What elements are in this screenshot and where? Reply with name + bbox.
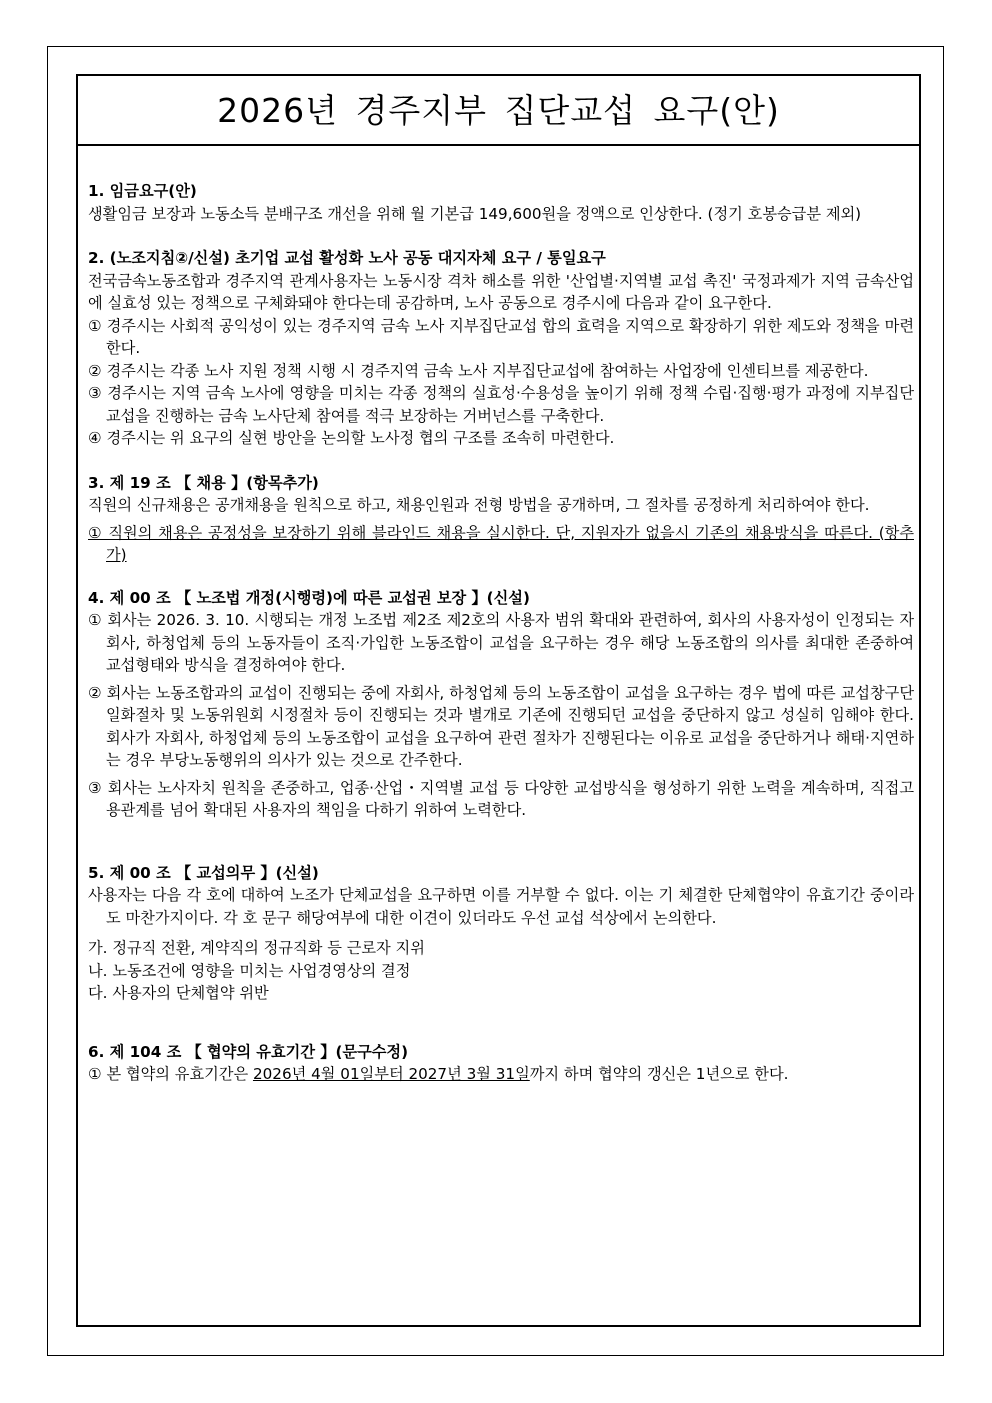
section-heading: 1. 임금요구(안) — [88, 182, 197, 200]
section-validity-period — [88, 1041, 914, 1086]
list-item: ② 경주시는 각종 노사 지원 정책 시행 시 경주지역 금속 노사 지부집단교섭에 참여하는 사업장에 인센티브를 제공한다. — [88, 361, 869, 380]
list-item: ① 직원의 채용은 공정성을 보장하기 위해 블라인드 채용을 실시한다. 단, 지원자가 없을시 기존의 채용방식을 따른다. (항추가) — [88, 523, 914, 564]
sub-list — [88, 937, 914, 1005]
list-item: ① 경주시는 사회적 공익성이 있는 경주지역 금속 노사 지부집단교섭 합의 효력을 지역으로 확장하기 위한 제도와 정책을 마련한다. — [88, 316, 914, 357]
validity-dates: 2026년 4월 01일부터 2027년 3월 31일 — [252, 1065, 530, 1083]
section-heading: 3. 제 19 조 【 채용 】(항목추가) — [88, 473, 319, 492]
section-heading: 5. 제 00 조 【 교섭의무 】(신설) — [88, 863, 319, 882]
list-item: 나. 노동조건에 영향을 미치는 사업경영상의 결정 — [88, 961, 411, 980]
section-heading: 6. 제 104 조 【 협약의 유효기간 】(문구수정) — [88, 1042, 409, 1061]
section-hiring — [88, 472, 914, 567]
section-local-government-demand — [88, 247, 914, 450]
section-heading: 2. (노조지침②/신설) 초기업 교섭 활성화 노사 공동 대지자체 요구 / 통일요구 — [88, 249, 606, 267]
item-suffix: 까지 하며 협약의 갱신은 1년으로 한다. — [529, 1065, 789, 1083]
document-body — [88, 180, 914, 1108]
section-body: 사용자는 다음 각 호에 대하여 노조가 단체교섭을 요구하면 이를 거부할 수 없다. 이는 기 체결한 단체협약이 유효기간 중이라도 마찬가지이다. 각 호 문구 해당여부에 대한 이견이 있더라도 우선 교섭 석상에서 논의한다. — [88, 886, 914, 927]
section-heading: 4. 제 00 조 【 노조법 개정(시행령)에 따른 교섭권 보장 】(신설) — [88, 588, 530, 607]
section-body: 생활임금 보장과 노동소득 분배구조 개선을 위해 월 기본급 149,600원을 정액으로 인상한다. (정기 호봉승급분 제외) — [88, 204, 862, 223]
title-box — [78, 76, 919, 146]
list-item: ① 회사는 2026. 3. 10. 시행되는 개정 노조법 제2조 제2호의 사용자 범위 확대와 관련하여, 회사의 사용자성이 인정되는 자회사, 하청업체 등의 노동자들이 조직·가입한 노동조합이 교섭을 요구하는 경우 해당 노동조합의 의사를 최대한 존중하여 교섭형태와 방식을 결정하여야 한다. — [88, 611, 914, 674]
list-item: ② 회사는 노동조합과의 교섭이 진행되는 중에 자회사, 하청업체 등의 노동조합이 교섭을 요구하는 경우 법에 따른 교섭창구단일화절차 및 노동위원회 시정절차 등이 진행되는 것과 별개로 기존에 진행되던 교섭을 중단하지 않고 성실히 임해야 한다. 회사가 자회사, 하청업체 등의 노동조합이 교섭을 요구하여 관련 절차가 진행된다는 이유로 교섭을 중단하거나 해태·지연하는 경우 부당노동행위의 의사가 있는 것으로 간주한다. — [88, 683, 914, 769]
list-item: 가. 정규직 전환, 계약직의 정규직화 등 근로자 지위 — [88, 939, 425, 957]
list-item: 다. 사용자의 단체협약 위반 — [88, 984, 269, 1002]
section-body: 직원의 신규채용은 공개채용을 원칙으로 하고, 채용인원과 전형 방법을 공개하며, 그 절차를 공정하게 처리하여야 한다. — [88, 496, 870, 514]
document-frame — [76, 74, 921, 1327]
section-body: 전국금속노동조합과 경주지역 관계사용자는 노동시장 격차 해소를 위한 '산업별·지역별 교섭 촉진' 국정과제가 지역 금속산업에 실효성 있는 정책으로 구체화돼야 한다는데 공감하며, 노사 공동으로 경주시에 다음과 같이 요구한다. — [88, 271, 914, 312]
item-prefix: ① 본 협약의 유효기간은 — [88, 1065, 253, 1083]
section-bargaining-duty — [88, 862, 914, 1005]
list-item: ④ 경주시는 위 요구의 실현 방안을 논의할 노사정 협의 구조를 조속히 마련한다. — [88, 429, 615, 447]
list-item: ③ 경주시는 지역 금속 노사에 영향을 미치는 각종 정책의 실효성·수용성을 높이기 위해 정책 수립·집행·평가 과정에 지부집단교섭을 진행하는 금속 노사단체 참여를 적극 보장하는 거버넌스를 구축한다. — [88, 384, 914, 425]
document-title: 2026년 경주지부 집단교섭 요구(안) — [217, 90, 780, 130]
list-item: ③ 회사는 노사자치 원칙을 존중하고, 업종·산업・지역별 교섭 등 다양한 교섭방식을 형성하기 위한 노력을 계속하며, 직접고용관계를 넘어 확대된 사용자의 책임을 다하기 위하여 노력한다. — [88, 778, 914, 819]
section-bargaining-rights — [88, 587, 914, 822]
list-item — [88, 1063, 914, 1086]
section-wage-demand — [88, 180, 914, 225]
